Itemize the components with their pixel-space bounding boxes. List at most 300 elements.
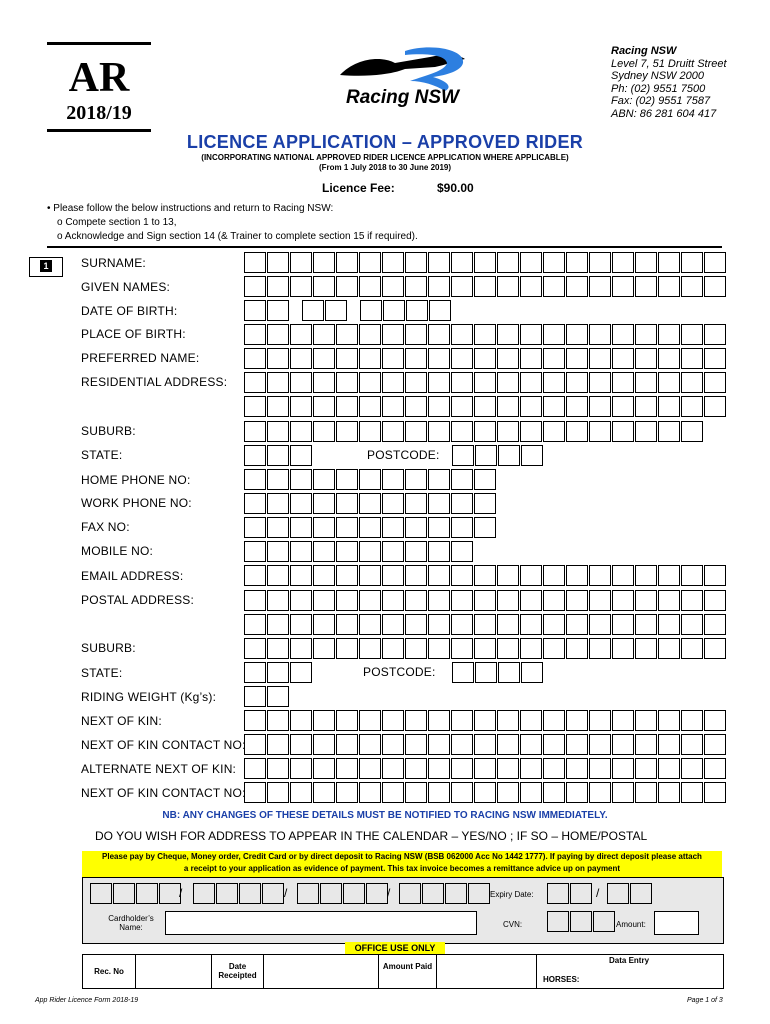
char-box[interactable] [359, 396, 381, 417]
char-box[interactable] [428, 541, 450, 562]
char-box[interactable] [497, 372, 519, 393]
char-box[interactable] [405, 565, 427, 586]
data-entry-cell[interactable] [537, 955, 722, 988]
char-box[interactable] [658, 590, 680, 611]
char-box[interactable] [313, 734, 335, 755]
char-box[interactable] [498, 445, 520, 466]
char-box[interactable] [566, 348, 588, 369]
char-box[interactable] [451, 638, 473, 659]
char-box[interactable] [244, 493, 266, 514]
char-box[interactable] [244, 686, 266, 707]
char-box[interactable] [612, 734, 634, 755]
char-box[interactable] [451, 469, 473, 490]
riding-weight-boxes[interactable] [244, 686, 290, 707]
char-box[interactable] [290, 638, 312, 659]
char-box[interactable] [566, 614, 588, 635]
char-box[interactable] [336, 348, 358, 369]
char-box[interactable] [267, 421, 289, 442]
char-box[interactable] [382, 590, 404, 611]
char-box[interactable] [497, 782, 519, 803]
char-box[interactable] [428, 493, 450, 514]
char-box[interactable] [336, 276, 358, 297]
char-box[interactable] [635, 590, 657, 611]
char-box[interactable] [405, 590, 427, 611]
char-box[interactable] [520, 758, 542, 779]
alt-next-of-kin-contact-boxes[interactable] [244, 782, 727, 803]
char-box[interactable] [612, 324, 634, 345]
char-box[interactable] [566, 396, 588, 417]
char-box[interactable] [474, 324, 496, 345]
char-box[interactable] [336, 396, 358, 417]
char-box[interactable] [474, 252, 496, 273]
char-box[interactable] [239, 883, 261, 904]
char-box[interactable] [428, 614, 450, 635]
card-number-group-1[interactable] [90, 883, 182, 904]
char-box[interactable] [267, 662, 289, 683]
char-box[interactable] [497, 614, 519, 635]
char-box[interactable] [451, 565, 473, 586]
char-box[interactable] [244, 590, 266, 611]
char-box[interactable] [543, 782, 565, 803]
char-box[interactable] [566, 758, 588, 779]
char-box[interactable] [244, 614, 266, 635]
char-box[interactable] [336, 590, 358, 611]
char-box[interactable] [704, 252, 726, 273]
char-box[interactable] [612, 614, 634, 635]
char-box[interactable] [593, 911, 615, 932]
char-box[interactable] [681, 348, 703, 369]
work-phone-boxes[interactable] [244, 493, 497, 514]
char-box[interactable] [658, 324, 680, 345]
postal-postcode-boxes[interactable] [452, 662, 544, 683]
char-box[interactable] [497, 348, 519, 369]
char-box[interactable] [681, 758, 703, 779]
char-box[interactable] [290, 590, 312, 611]
char-box[interactable] [405, 372, 427, 393]
char-box[interactable] [290, 541, 312, 562]
char-box[interactable] [405, 469, 427, 490]
char-box[interactable] [681, 421, 703, 442]
char-box[interactable] [267, 590, 289, 611]
postal-state-boxes[interactable] [244, 662, 313, 683]
char-box[interactable] [405, 348, 427, 369]
char-box[interactable] [267, 445, 289, 466]
char-box[interactable] [359, 614, 381, 635]
char-box[interactable] [589, 758, 611, 779]
char-box[interactable] [383, 300, 405, 321]
char-box[interactable] [90, 883, 112, 904]
char-box[interactable] [658, 758, 680, 779]
char-box[interactable] [607, 883, 629, 904]
char-box[interactable] [570, 883, 592, 904]
char-box[interactable] [704, 324, 726, 345]
char-box[interactable] [589, 348, 611, 369]
char-box[interactable] [543, 324, 565, 345]
char-box[interactable] [612, 638, 634, 659]
char-box[interactable] [451, 396, 473, 417]
char-box[interactable] [612, 590, 634, 611]
char-box[interactable] [313, 276, 335, 297]
char-box[interactable] [336, 734, 358, 755]
char-box[interactable] [612, 565, 634, 586]
char-box[interactable] [520, 372, 542, 393]
char-box[interactable] [543, 252, 565, 273]
expiry-month-boxes[interactable] [547, 883, 593, 904]
char-box[interactable] [262, 883, 284, 904]
cardholder-name-field[interactable] [165, 911, 477, 935]
char-box[interactable] [681, 638, 703, 659]
char-box[interactable] [313, 782, 335, 803]
char-box[interactable] [267, 638, 289, 659]
char-box[interactable] [405, 614, 427, 635]
amount-paid-field[interactable] [437, 955, 537, 988]
char-box[interactable] [382, 782, 404, 803]
char-box[interactable] [290, 565, 312, 586]
char-box[interactable] [244, 252, 266, 273]
char-box[interactable] [658, 638, 680, 659]
char-box[interactable] [359, 590, 381, 611]
char-box[interactable] [451, 541, 473, 562]
char-box[interactable] [359, 276, 381, 297]
date-receipted-field[interactable] [264, 955, 379, 988]
char-box[interactable] [313, 614, 335, 635]
card-number-group-3[interactable] [297, 883, 389, 904]
char-box[interactable] [113, 883, 135, 904]
char-box[interactable] [405, 638, 427, 659]
next-of-kin-contact-boxes[interactable] [244, 734, 727, 755]
char-box[interactable] [543, 614, 565, 635]
char-box[interactable] [405, 710, 427, 731]
char-box[interactable] [405, 276, 427, 297]
char-box[interactable] [244, 469, 266, 490]
char-box[interactable] [497, 710, 519, 731]
char-box[interactable] [336, 710, 358, 731]
char-box[interactable] [405, 324, 427, 345]
char-box[interactable] [452, 662, 474, 683]
char-box[interactable] [635, 396, 657, 417]
char-box[interactable] [451, 758, 473, 779]
char-box[interactable] [313, 396, 335, 417]
char-box[interactable] [681, 734, 703, 755]
char-box[interactable] [405, 782, 427, 803]
char-box[interactable] [244, 324, 266, 345]
char-box[interactable] [159, 883, 181, 904]
char-box[interactable] [543, 758, 565, 779]
char-box[interactable] [566, 324, 588, 345]
char-box[interactable] [313, 517, 335, 538]
char-box[interactable] [566, 734, 588, 755]
char-box[interactable] [290, 758, 312, 779]
char-box[interactable] [336, 541, 358, 562]
char-box[interactable] [244, 445, 266, 466]
char-box[interactable] [635, 710, 657, 731]
char-box[interactable] [589, 252, 611, 273]
char-box[interactable] [474, 276, 496, 297]
char-box[interactable] [474, 565, 496, 586]
char-box[interactable] [589, 614, 611, 635]
char-box[interactable] [445, 883, 467, 904]
char-box[interactable] [290, 710, 312, 731]
char-box[interactable] [336, 638, 358, 659]
char-box[interactable] [359, 565, 381, 586]
char-box[interactable] [451, 734, 473, 755]
char-box[interactable] [267, 517, 289, 538]
char-box[interactable] [704, 782, 726, 803]
char-box[interactable] [429, 300, 451, 321]
char-box[interactable] [382, 252, 404, 273]
char-box[interactable] [313, 348, 335, 369]
char-box[interactable] [497, 421, 519, 442]
char-box[interactable] [521, 445, 543, 466]
char-box[interactable] [267, 493, 289, 514]
char-box[interactable] [244, 782, 266, 803]
char-box[interactable] [658, 372, 680, 393]
char-box[interactable] [290, 517, 312, 538]
char-box[interactable] [658, 276, 680, 297]
postal-address-boxes-2[interactable] [244, 614, 727, 635]
char-box[interactable] [267, 541, 289, 562]
char-box[interactable] [520, 565, 542, 586]
card-number-group-4[interactable] [399, 883, 491, 904]
char-box[interactable] [474, 396, 496, 417]
char-box[interactable] [382, 517, 404, 538]
home-phone-boxes[interactable] [244, 469, 497, 490]
char-box[interactable] [382, 493, 404, 514]
char-box[interactable] [290, 614, 312, 635]
char-box[interactable] [290, 662, 312, 683]
char-box[interactable] [297, 883, 319, 904]
char-box[interactable] [336, 614, 358, 635]
char-box[interactable] [566, 638, 588, 659]
char-box[interactable] [658, 614, 680, 635]
char-box[interactable] [382, 348, 404, 369]
char-box[interactable] [704, 590, 726, 611]
char-box[interactable] [497, 252, 519, 273]
char-box[interactable] [382, 372, 404, 393]
char-box[interactable] [566, 565, 588, 586]
char-box[interactable] [244, 517, 266, 538]
char-box[interactable] [451, 517, 473, 538]
char-box[interactable] [428, 276, 450, 297]
char-box[interactable] [136, 883, 158, 904]
char-box[interactable] [612, 372, 634, 393]
char-box[interactable] [451, 348, 473, 369]
char-box[interactable] [359, 782, 381, 803]
char-box[interactable] [681, 590, 703, 611]
char-box[interactable] [681, 710, 703, 731]
char-box[interactable] [543, 372, 565, 393]
char-box[interactable] [474, 348, 496, 369]
char-box[interactable] [267, 734, 289, 755]
char-box[interactable] [635, 614, 657, 635]
char-box[interactable] [658, 710, 680, 731]
char-box[interactable] [244, 396, 266, 417]
char-box[interactable] [290, 324, 312, 345]
char-box[interactable] [566, 782, 588, 803]
suburb-boxes[interactable] [244, 421, 704, 442]
char-box[interactable] [468, 883, 490, 904]
preferred-name-boxes[interactable] [244, 348, 727, 369]
surname-boxes[interactable] [244, 252, 727, 273]
dob-month-boxes[interactable] [302, 300, 348, 321]
residential-address-boxes-1[interactable] [244, 372, 727, 393]
char-box[interactable] [704, 614, 726, 635]
char-box[interactable] [589, 372, 611, 393]
char-box[interactable] [474, 517, 496, 538]
char-box[interactable] [290, 372, 312, 393]
char-box[interactable] [290, 276, 312, 297]
char-box[interactable] [359, 517, 381, 538]
char-box[interactable] [635, 565, 657, 586]
char-box[interactable] [428, 710, 450, 731]
char-box[interactable] [451, 493, 473, 514]
char-box[interactable] [704, 758, 726, 779]
char-box[interactable] [313, 590, 335, 611]
char-box[interactable] [244, 348, 266, 369]
char-box[interactable] [589, 590, 611, 611]
card-number-group-2[interactable] [193, 883, 288, 904]
char-box[interactable] [612, 782, 634, 803]
char-box[interactable] [336, 372, 358, 393]
char-box[interactable] [336, 324, 358, 345]
char-box[interactable] [520, 614, 542, 635]
char-box[interactable] [520, 782, 542, 803]
char-box[interactable] [290, 396, 312, 417]
char-box[interactable] [290, 469, 312, 490]
char-box[interactable] [290, 252, 312, 273]
char-box[interactable] [267, 782, 289, 803]
char-box[interactable] [267, 396, 289, 417]
char-box[interactable] [543, 276, 565, 297]
char-box[interactable] [498, 662, 520, 683]
char-box[interactable] [566, 276, 588, 297]
char-box[interactable] [382, 734, 404, 755]
char-box[interactable] [635, 348, 657, 369]
char-box[interactable] [320, 883, 342, 904]
char-box[interactable] [313, 541, 335, 562]
char-box[interactable] [244, 541, 266, 562]
char-box[interactable] [244, 734, 266, 755]
amount-field[interactable] [654, 911, 699, 935]
char-box[interactable] [497, 276, 519, 297]
char-box[interactable] [405, 252, 427, 273]
char-box[interactable] [290, 445, 312, 466]
char-box[interactable] [359, 493, 381, 514]
char-box[interactable] [267, 710, 289, 731]
char-box[interactable] [428, 469, 450, 490]
char-box[interactable] [267, 614, 289, 635]
char-box[interactable] [382, 276, 404, 297]
char-box[interactable] [704, 638, 726, 659]
char-box[interactable] [612, 421, 634, 442]
char-box[interactable] [313, 324, 335, 345]
char-box[interactable] [336, 469, 358, 490]
char-box[interactable] [612, 758, 634, 779]
char-box[interactable] [428, 590, 450, 611]
char-box[interactable] [428, 782, 450, 803]
char-box[interactable] [382, 541, 404, 562]
char-box[interactable] [382, 638, 404, 659]
char-box[interactable] [336, 565, 358, 586]
char-box[interactable] [681, 782, 703, 803]
char-box[interactable] [543, 710, 565, 731]
char-box[interactable] [681, 276, 703, 297]
char-box[interactable] [681, 396, 703, 417]
char-box[interactable] [451, 252, 473, 273]
char-box[interactable] [382, 710, 404, 731]
char-box[interactable] [451, 782, 473, 803]
char-box[interactable] [475, 662, 497, 683]
char-box[interactable] [359, 710, 381, 731]
char-box[interactable] [267, 758, 289, 779]
char-box[interactable] [405, 517, 427, 538]
char-box[interactable] [451, 421, 473, 442]
char-box[interactable] [313, 421, 335, 442]
char-box[interactable] [474, 758, 496, 779]
char-box[interactable] [704, 565, 726, 586]
char-box[interactable] [359, 324, 381, 345]
char-box[interactable] [359, 638, 381, 659]
char-box[interactable] [474, 421, 496, 442]
char-box[interactable] [290, 493, 312, 514]
char-box[interactable] [405, 396, 427, 417]
mobile-boxes[interactable] [244, 541, 474, 562]
char-box[interactable] [267, 565, 289, 586]
char-box[interactable] [681, 565, 703, 586]
char-box[interactable] [543, 638, 565, 659]
email-boxes[interactable] [244, 565, 727, 586]
char-box[interactable] [452, 445, 474, 466]
char-box[interactable] [589, 396, 611, 417]
char-box[interactable] [267, 276, 289, 297]
char-box[interactable] [543, 565, 565, 586]
char-box[interactable] [520, 710, 542, 731]
char-box[interactable] [474, 372, 496, 393]
char-box[interactable] [570, 911, 592, 932]
char-box[interactable] [658, 565, 680, 586]
char-box[interactable] [543, 421, 565, 442]
char-box[interactable] [658, 421, 680, 442]
char-box[interactable] [451, 590, 473, 611]
char-box[interactable] [543, 348, 565, 369]
char-box[interactable] [543, 396, 565, 417]
char-box[interactable] [704, 710, 726, 731]
char-box[interactable] [290, 348, 312, 369]
char-box[interactable] [382, 421, 404, 442]
char-box[interactable] [405, 541, 427, 562]
char-box[interactable] [635, 276, 657, 297]
char-box[interactable] [681, 372, 703, 393]
char-box[interactable] [630, 883, 652, 904]
dob-year-boxes[interactable] [360, 300, 452, 321]
char-box[interactable] [520, 348, 542, 369]
char-box[interactable] [475, 445, 497, 466]
char-box[interactable] [244, 758, 266, 779]
char-box[interactable] [313, 252, 335, 273]
char-box[interactable] [474, 782, 496, 803]
char-box[interactable] [566, 421, 588, 442]
char-box[interactable] [428, 565, 450, 586]
char-box[interactable] [589, 565, 611, 586]
char-box[interactable] [382, 396, 404, 417]
char-box[interactable] [635, 252, 657, 273]
char-box[interactable] [267, 372, 289, 393]
char-box[interactable] [428, 758, 450, 779]
char-box[interactable] [267, 469, 289, 490]
char-box[interactable] [612, 276, 634, 297]
char-box[interactable] [336, 758, 358, 779]
char-box[interactable] [704, 276, 726, 297]
